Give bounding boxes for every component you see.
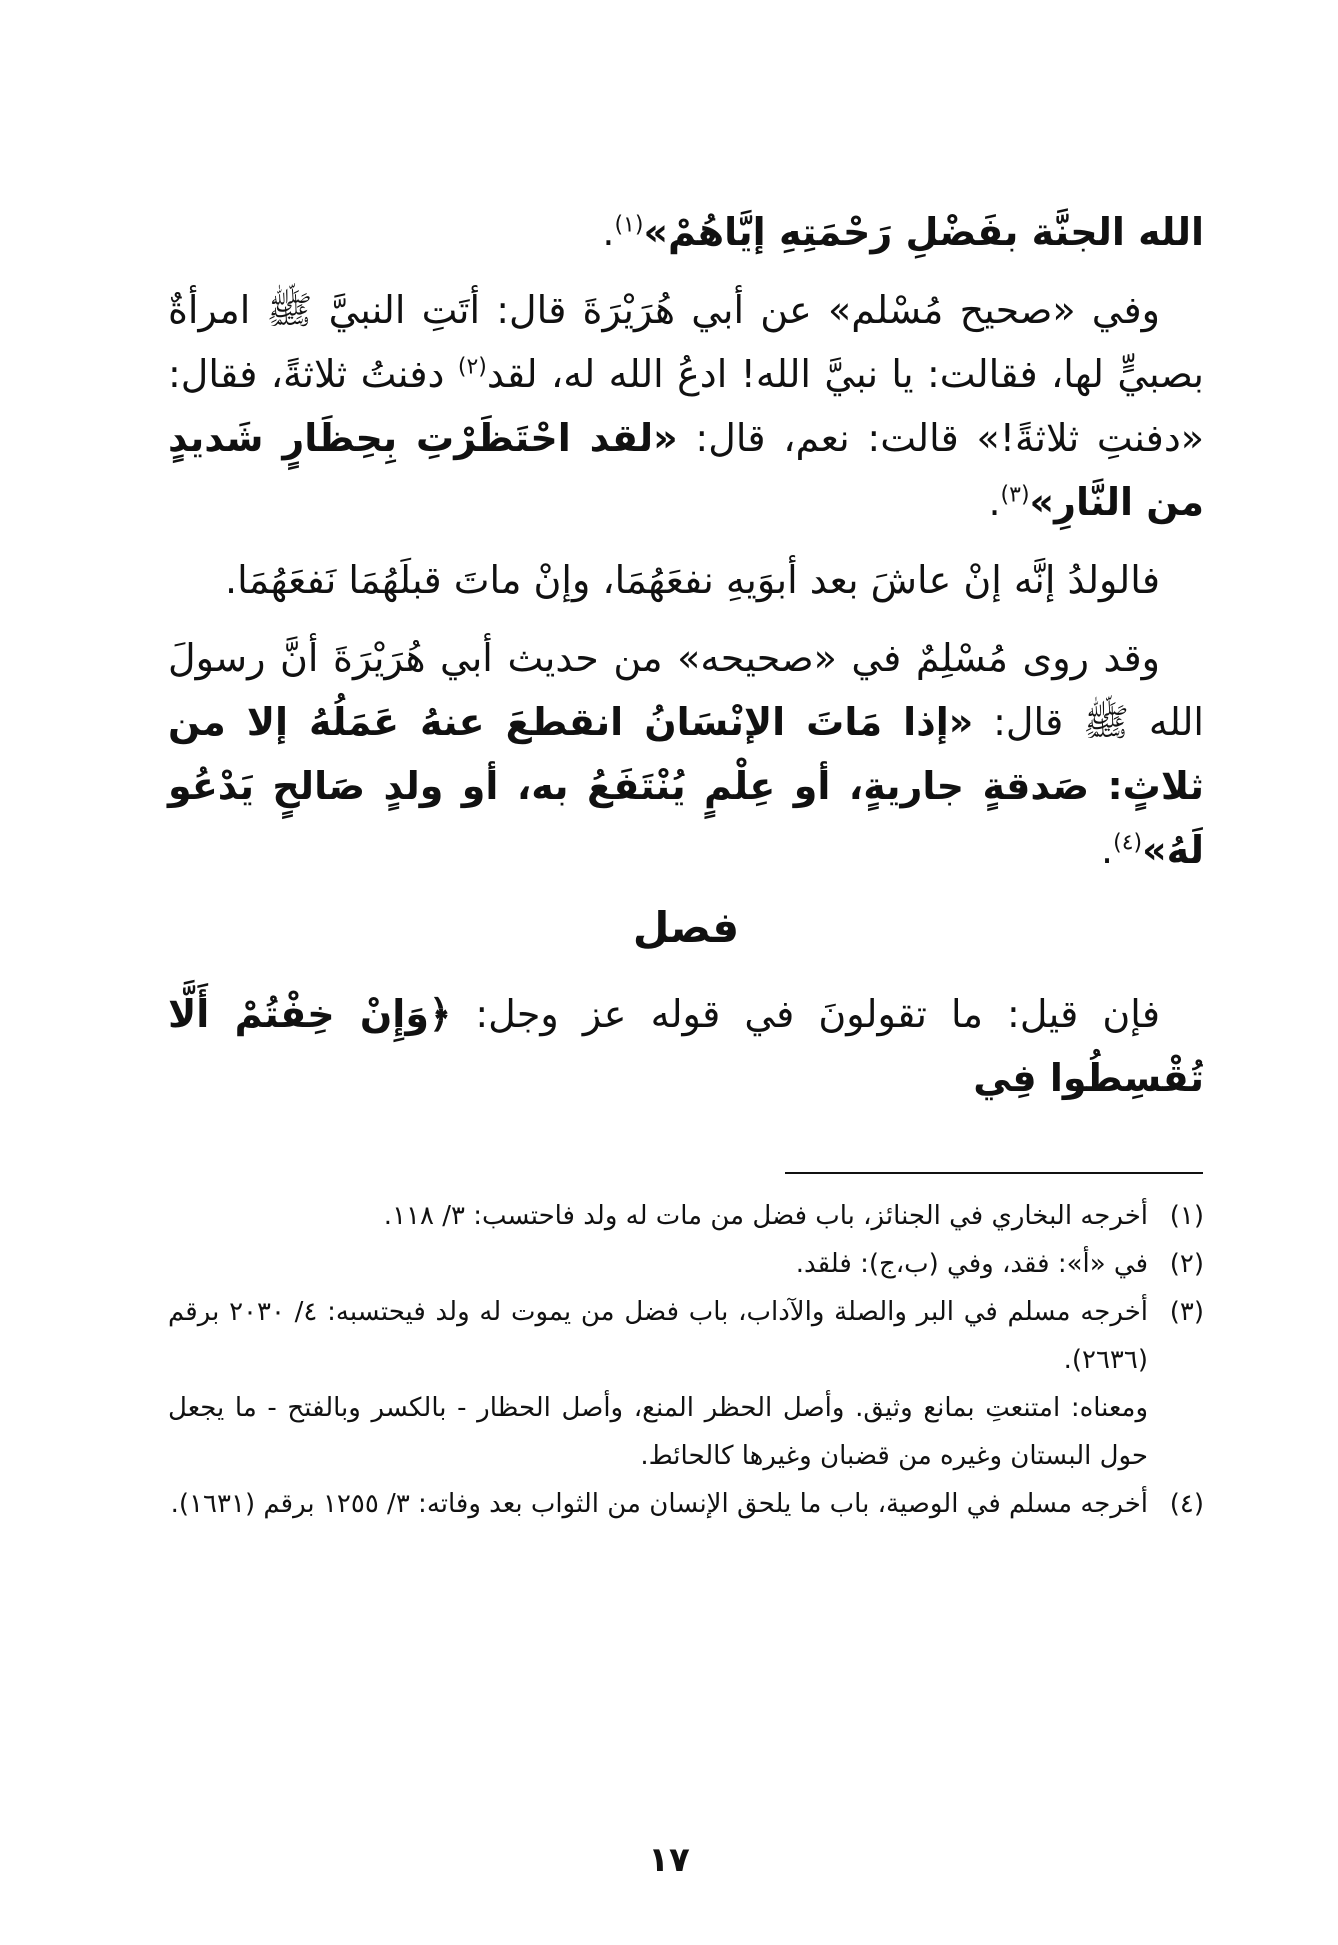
paragraph-3-text: فالولدُ إنَّه إنْ عاشَ بعد أبوَيهِ نفعَهُمَا، وإنْ ماتَ قبلَهُمَا نَفعَهُمَا. xyxy=(225,558,1160,602)
footnote-number: (٢) xyxy=(1169,1249,1204,1279)
footnote-text: في «أ»: فقد، وفي (ب،ج): فلقد. xyxy=(795,1249,1148,1279)
quran-verse: ﴿وَإِنْ خِفْتُمْ أَلَّا تُقْسِطُوا فِي xyxy=(168,992,1204,1100)
hadith-quote: «لقد احْتَظَرْتِ بِحِظَارٍ شَديدٍ من النَّارِ» xyxy=(168,416,1204,524)
footnotes xyxy=(168,1192,1204,1528)
footnote-ref-3: (٣) xyxy=(1000,482,1030,508)
footnote-separator xyxy=(785,1172,1203,1174)
footnote-4 xyxy=(168,1480,1204,1528)
paragraph-2 xyxy=(168,278,1204,534)
paragraph-end: . xyxy=(988,480,1001,524)
footnote-text: أخرجه مسلم في الوصية، باب ما يلحق الإنسان من الثواب بعد وفاته: ٣/ ١٢٥٥ برقم (١٦٣١). xyxy=(170,1489,1148,1519)
footnote-2 xyxy=(168,1240,1204,1288)
footnote-number: (٣) xyxy=(1169,1297,1204,1327)
footnote-1 xyxy=(168,1192,1204,1240)
footnote-3 xyxy=(168,1288,1204,1384)
paragraph-3 xyxy=(168,548,1204,612)
paragraph-end: . xyxy=(602,210,615,254)
footnote-text: أخرجه مسلم في البر والصلة والآداب، باب فضل من يموت له ولد فيحتسبه: ٤/ ٢٠٣٠ برقم (٢٦٣٦). xyxy=(168,1297,1148,1375)
footnote-text: أخرجه البخاري في الجنائز، باب فضل من مات له ولد فاحتسب: ٣/ ١١٨. xyxy=(383,1201,1148,1231)
paragraph-5-text: فإن قيل: ما تقولونَ في قوله عز وجل: xyxy=(451,992,1161,1036)
footnote-ref-4: (٤) xyxy=(1113,830,1143,856)
paragraph-2-text: وفي «صحيح مُسْلم» عن أبي هُرَيْرَةَ قال: أتَتِ النبيَّ ﷺ امرأةٌ بصبيٍّ لها، فقالت: يا نبيَّ الله! ادعُ الله له، لقد xyxy=(168,288,1205,396)
hadith-ending: الله الجنَّة بفَضْلِ رَحْمَتِهِ إيَّاهُمْ» xyxy=(643,210,1204,254)
footnote-number: (١) xyxy=(1169,1201,1204,1231)
hadith-quote: «إذا مَاتَ الإنْسَانُ انقطعَ عنهُ عَمَلُهُ إلا من ثلاثٍ: صَدقةٍ جاريةٍ، أو عِلْمٍ يُنْتَفَعُ به، أو ولدٍ صَالحٍ يَدْعُو لَهُ» xyxy=(168,700,1204,872)
paragraph-5 xyxy=(168,982,1204,1110)
paragraph-2-text-2: دفنتُ ثلاثةً، فقال: «دفنتِ ثلاثةً!» قالت: نعم، قال: xyxy=(168,352,1204,460)
main-text xyxy=(168,200,1204,1124)
footnote-3-continuation: ومعناه: امتنعتِ بمانع وثيق. وأصل الحظر المنع، وأصل الحظار - بالكسر وبالفتح - ما يجعل حول البستان وغيره من قضبان وغيرها كالحائط. xyxy=(168,1393,1148,1471)
footnote-ref-1: (١) xyxy=(614,212,644,238)
paragraph-4-text: وقد روى مُسْلِمٌ في «صحيحه» من حديث أبي هُرَيْرَةَ أنَّ رسولَ الله ﷺ قال: xyxy=(168,636,1204,744)
section-heading: فصل xyxy=(632,903,740,952)
paragraph-4 xyxy=(168,626,1204,882)
paragraph-end: . xyxy=(1101,828,1114,872)
page-number: ١٧ xyxy=(648,1840,690,1880)
footnote-ref-2: (٢) xyxy=(457,354,487,380)
footnote-number: (٤) xyxy=(1169,1489,1204,1519)
paragraph-1 xyxy=(168,200,1204,264)
